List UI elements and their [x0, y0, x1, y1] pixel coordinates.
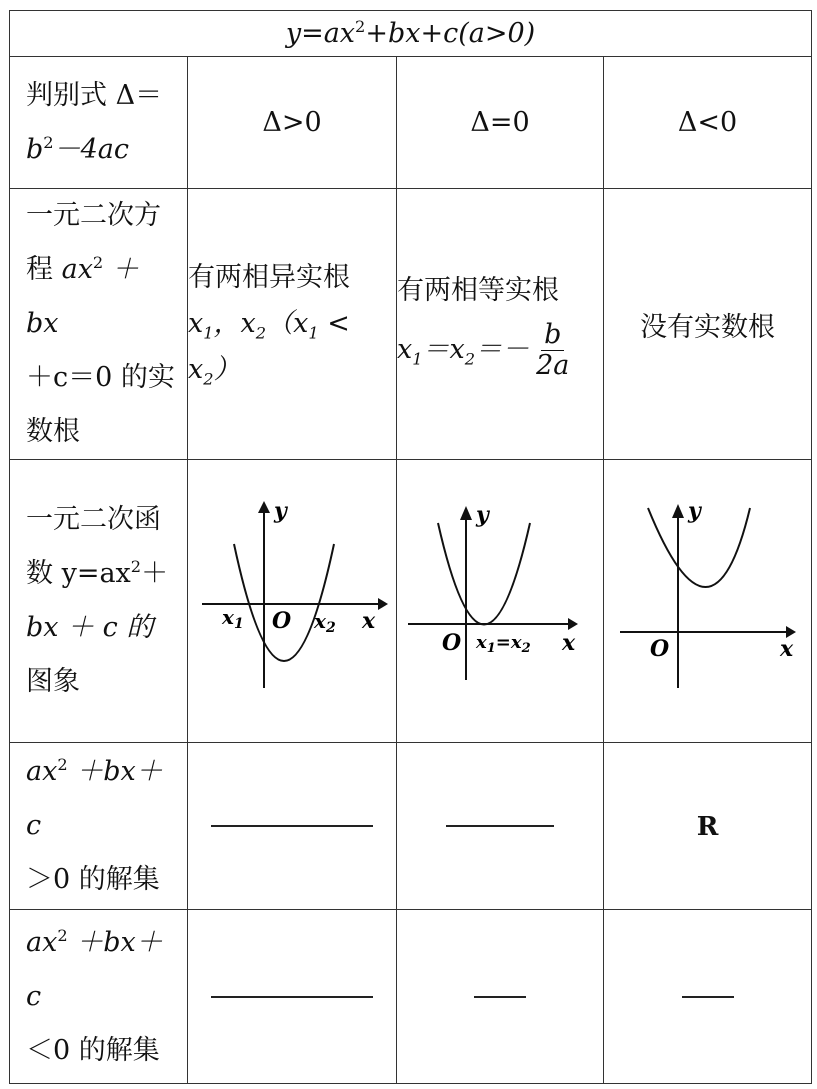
gt-blank-2[interactable] [446, 825, 554, 827]
roots-close: ） [213, 354, 241, 385]
graph-x2-label: $x_2$ [314, 608, 336, 636]
roots-paren: （x [266, 308, 309, 339]
roots-equal-text: 有两相等实根 [397, 274, 559, 306]
discriminant-zero: Δ=0 [397, 57, 604, 189]
gt-all-reals: R [696, 811, 719, 842]
lt-blank-1-cell [188, 910, 397, 1084]
roots-label-exp: 2 [92, 253, 104, 272]
header-rest: +bx+c(a>0) [365, 18, 536, 49]
roots-x1: x [188, 308, 204, 339]
discriminant-label [10, 57, 188, 189]
roots-equal-cell [397, 189, 604, 460]
discriminant-label-exp: 2 [43, 132, 54, 152]
graph-cell-negative [604, 460, 812, 743]
roots-eq-minus: ＝－ [475, 333, 530, 365]
roots-label-line3: ＋c＝0 的实 [26, 362, 175, 393]
roots-x1b-sub: 1 [308, 323, 319, 343]
graph-x-label: x [779, 635, 793, 662]
header-y: y [285, 18, 302, 49]
roots-eq-x1-sub: 1 [412, 348, 423, 368]
gt-all-reals-cell [604, 743, 812, 910]
graph-cell-positive [188, 460, 397, 743]
roots-eq-x2-sub: 2 [464, 348, 476, 368]
lt-label [10, 910, 188, 1084]
lt-label-exp: 2 [57, 925, 68, 945]
roots-x2: x [240, 308, 256, 339]
roots-x1-sub: 1 [203, 323, 214, 343]
roots-fraction [533, 320, 572, 381]
header-ax: ax [323, 18, 356, 49]
roots-distinct-cell [188, 189, 397, 460]
graph-label-line1: 一元二次函 [26, 504, 161, 535]
parabola-curve [234, 544, 334, 661]
graph-x1x2-label: $x_1=x_2$ [476, 631, 531, 656]
roots-none: 没有实数根 [604, 189, 812, 460]
graph-x-label: x [562, 629, 576, 656]
roots-label-line1: 一元二次方 [26, 200, 161, 231]
gt-solution-row [10, 743, 812, 910]
graph-origin-label: O [272, 607, 292, 634]
lt-blank-1[interactable] [211, 996, 373, 998]
discriminant-label-line1: 判别式 Δ＝ [26, 79, 163, 111]
header-formula [10, 11, 812, 57]
discriminant-negative: Δ<0 [604, 57, 812, 189]
gt-label-line2: ＞0 的解集 [26, 864, 160, 895]
graph-label-pre: 数 y=ax [26, 558, 131, 589]
x-axis-arrow [378, 598, 388, 610]
graph-x1-label: $x_1$ [222, 604, 244, 632]
discriminant-positive: Δ>0 [188, 57, 397, 189]
lt-label-ax: ax [26, 926, 58, 958]
discriminant-label-rest: －4ac [53, 133, 130, 165]
graph-label [10, 460, 188, 743]
graph-origin-label: O [649, 635, 669, 662]
graph-origin-label: O [442, 629, 462, 656]
roots-fraction-num: b [541, 320, 564, 351]
graph-x-label: x [362, 607, 376, 634]
header-row [10, 11, 812, 57]
x-axis-arrow [568, 618, 578, 630]
graph-label-post: ＋ [141, 558, 169, 589]
gt-label-ax: ax [26, 756, 58, 787]
graph-y-label: y [274, 497, 287, 524]
discriminant-row [10, 57, 812, 189]
graph-negative [608, 498, 808, 698]
y-axis-arrow [460, 506, 472, 520]
gt-blank-1[interactable] [211, 825, 373, 827]
graph-label-exp: 2 [130, 557, 142, 576]
graph-row [10, 460, 812, 743]
graph-y-label: y [476, 501, 489, 528]
roots-x2b-sub: 2 [203, 369, 214, 389]
lt-blank-3[interactable] [682, 996, 734, 998]
quadratic-summary-table [9, 10, 812, 1084]
lt-label-line2: ＜0 的解集 [26, 1034, 160, 1066]
gt-label-exp: 2 [57, 755, 68, 774]
discriminant-label-b: b [26, 133, 44, 165]
roots-label [10, 189, 188, 460]
roots-x2b: x [188, 354, 204, 385]
gt-label-rest: ＋bx＋c [26, 756, 163, 841]
graph-label-line4: 图象 [26, 666, 80, 697]
roots-label-ax: ax [61, 254, 93, 285]
y-axis-arrow [258, 501, 270, 513]
roots-label-line4: 数根 [26, 416, 80, 447]
lt-blank-2-cell [397, 910, 604, 1084]
lt-label-rest: ＋bx＋c [26, 926, 163, 1012]
parabola-curve [438, 523, 530, 625]
gt-blank-2-cell [397, 743, 604, 910]
graph-label-line3: bx ＋ c 的 [26, 612, 154, 643]
gt-label [10, 743, 188, 910]
header-exp: 2 [355, 17, 366, 36]
y-axis-arrow [672, 504, 684, 518]
roots-label-pre: 程 [26, 254, 62, 285]
roots-lt: < [318, 308, 350, 339]
roots-distinct-text: 有两相异实根 [188, 262, 350, 293]
roots-row [10, 189, 812, 460]
roots-fraction-den: 2a [536, 349, 570, 381]
lt-blank-2[interactable] [474, 996, 526, 998]
lt-blank-3-cell [604, 910, 812, 1084]
header-eq: = [301, 18, 324, 49]
roots-x2-sub: 2 [255, 323, 267, 343]
roots-eq-x1: x [397, 333, 413, 365]
graph-positive [192, 498, 392, 698]
roots-eq-x2: ＝x [422, 333, 465, 365]
graph-cell-zero [397, 460, 604, 743]
roots-label-post: ＋ bx [26, 254, 139, 339]
roots-sep: ， [213, 308, 241, 339]
graph-y-label: y [687, 497, 701, 524]
graph-zero [400, 498, 600, 698]
gt-blank-1-cell [188, 743, 397, 910]
lt-solution-row [10, 910, 812, 1084]
